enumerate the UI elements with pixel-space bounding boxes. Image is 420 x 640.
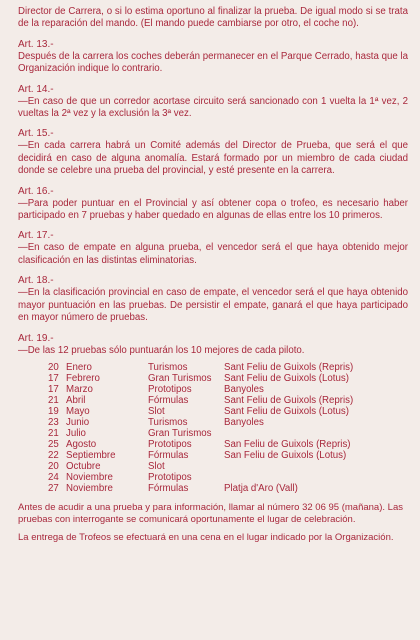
schedule-category: Prototipos bbox=[148, 383, 192, 395]
schedule-venue: Platja d'Aro (Vall) bbox=[224, 482, 298, 494]
schedule-month: Junio bbox=[66, 416, 90, 428]
article-text: —Para poder puntuar en el Provincial y así obtener copa o trofeo, es necesario haber participado en 7 pruebas y haber quedado en algunas de ellas entre los 10 primeros. bbox=[18, 197, 408, 222]
schedule-venue: Banyoles bbox=[224, 416, 264, 428]
schedule-row bbox=[48, 439, 353, 450]
schedule-row bbox=[48, 450, 353, 461]
trophy-note: La entrega de Trofeos se efectuará en una cena en el lugar indicado por la Organización. bbox=[18, 531, 394, 543]
article-text: —En caso de empate en alguna prueba, el vencedor será el que haya obtenido mejor clasificación en las distintas eliminatorias. bbox=[18, 242, 408, 266]
schedule-month: Abril bbox=[66, 394, 86, 406]
article-13 bbox=[18, 39, 408, 76]
schedule-venue bbox=[224, 428, 353, 439]
schedule-month: Octubre bbox=[66, 460, 101, 472]
schedule-venue bbox=[224, 461, 353, 472]
schedule-day: 19 bbox=[48, 405, 59, 417]
schedule-venue: Sant Feliu de Guixols (Lotus) bbox=[224, 372, 349, 384]
article-title: Art. 13.- bbox=[18, 38, 54, 50]
schedule-category: Gran Turismos bbox=[148, 427, 212, 439]
schedule-category: Turismos bbox=[148, 361, 188, 373]
schedule-row bbox=[48, 483, 353, 494]
schedule-month: Julio bbox=[66, 427, 86, 439]
schedule-day: 22 bbox=[48, 449, 59, 461]
article-18 bbox=[18, 275, 408, 324]
article-text: —En caso de que un corredor acortase circuito será sancionado con 1 vuelta la 1ª vez, 2 vueltas la 2ª vez y la exclusión la 3ª vez. bbox=[18, 95, 408, 120]
article-15 bbox=[18, 128, 408, 177]
schedule-category: Prototipos bbox=[148, 471, 192, 483]
schedule-venue: Sant Feliu de Guixols (Lotus) bbox=[224, 405, 349, 417]
schedule-month: Agosto bbox=[66, 438, 97, 450]
contact-note: Antes de acudir a una prueba y para información, llamar al número 32 06 95 (mañana). Las pruebas con interrogante se comunicará oportunamente el lugar de celebración. bbox=[18, 501, 403, 526]
schedule-day: 17 bbox=[48, 372, 59, 384]
schedule-day: 21 bbox=[48, 427, 59, 439]
schedule-row bbox=[48, 395, 353, 406]
article-16 bbox=[18, 186, 408, 223]
schedule-category: Fórmulas bbox=[148, 449, 189, 461]
schedule-row bbox=[48, 428, 353, 439]
intro-paragraph: Director de Carrera, o si lo estima oportuno al finalizar la prueba. De igual modo si se trata de la reparación del mando. (El mando puede cambiarse por otro, el coche no). bbox=[18, 6, 408, 30]
schedule-row bbox=[48, 384, 353, 395]
schedule-day: 25 bbox=[48, 438, 59, 450]
article-title: Art. 15.- bbox=[18, 128, 54, 140]
schedule-month: Mayo bbox=[66, 405, 90, 417]
schedule-month: Marzo bbox=[66, 383, 93, 395]
schedule-day: 27 bbox=[48, 482, 59, 494]
article-17 bbox=[18, 230, 408, 267]
schedule-month: Enero bbox=[66, 361, 92, 373]
article-title: Art. 14.- bbox=[18, 83, 54, 95]
schedule-row bbox=[48, 373, 353, 384]
article-title: Art. 17.- bbox=[18, 230, 54, 242]
schedule-row bbox=[48, 362, 353, 373]
schedule-row bbox=[48, 472, 353, 483]
schedule-day: 20 bbox=[48, 460, 59, 472]
document-page bbox=[18, 6, 408, 544]
schedule-category: Fórmulas bbox=[148, 482, 189, 494]
article-19 bbox=[18, 333, 408, 357]
schedule-category: Gran Turismos bbox=[148, 372, 212, 384]
schedule-venue: Sant Feliu de Guixols (Repris) bbox=[224, 394, 354, 406]
schedule-category: Slot bbox=[148, 460, 165, 472]
schedule-venue: Banyoles bbox=[224, 383, 264, 395]
footer-notes bbox=[18, 502, 408, 544]
article-text: —De las 12 pruebas sólo puntuarán los 10 mejores de cada piloto. bbox=[18, 344, 305, 356]
article-text: Después de la carrera los coches deberán permanecer en el Parque Cerrado, hasta que la Organización indique lo contrario. bbox=[18, 50, 408, 75]
schedule-month: Septiembre bbox=[66, 449, 116, 461]
article-text: —En cada carrera habrá un Comité además del Director de Prueba, que será el que decidirá en caso de alguna anomalía. Estará formado por un miembro de cada ciudad donde se celebre una prueba del provincial, y esté presente en la carrera. bbox=[18, 140, 408, 177]
schedule-venue: San Feliu de Guixols (Lotus) bbox=[224, 449, 347, 461]
schedule-category: Fórmulas bbox=[148, 394, 189, 406]
schedule-row bbox=[48, 461, 353, 472]
schedule-venue bbox=[224, 472, 353, 483]
schedule-day: 17 bbox=[48, 383, 59, 395]
schedule-day: 23 bbox=[48, 416, 59, 428]
article-title: Art. 16.- bbox=[18, 185, 54, 197]
schedule-row bbox=[48, 406, 353, 417]
article-title: Art. 18.- bbox=[18, 275, 54, 287]
schedule-venue: San Feliu de Guixols (Repris) bbox=[224, 438, 351, 450]
article-14 bbox=[18, 84, 408, 121]
schedule-category: Turismos bbox=[148, 416, 188, 428]
schedule-venue: Sant Feliu de Guixols (Repris) bbox=[224, 361, 354, 373]
schedule-day: 20 bbox=[48, 361, 59, 373]
schedule-row bbox=[48, 417, 353, 428]
schedule-category: Prototipos bbox=[148, 438, 192, 450]
schedule-month: Noviembre bbox=[66, 482, 113, 494]
schedule-day: 21 bbox=[48, 394, 59, 406]
schedule-day: 24 bbox=[48, 471, 59, 483]
race-schedule-table bbox=[48, 362, 353, 494]
schedule-month: Noviembre bbox=[66, 471, 113, 483]
article-title: Art. 19.- bbox=[18, 332, 54, 344]
schedule-category: Slot bbox=[148, 405, 165, 417]
schedule-month: Febrero bbox=[66, 372, 100, 384]
article-text: —En la clasificación provincial en caso de empate, el vencedor será el que haya obtenido mayor puntuación en las pruebas. De persistir el empate, ganará el que haya participado en mayor número de pruebas. bbox=[18, 287, 408, 324]
